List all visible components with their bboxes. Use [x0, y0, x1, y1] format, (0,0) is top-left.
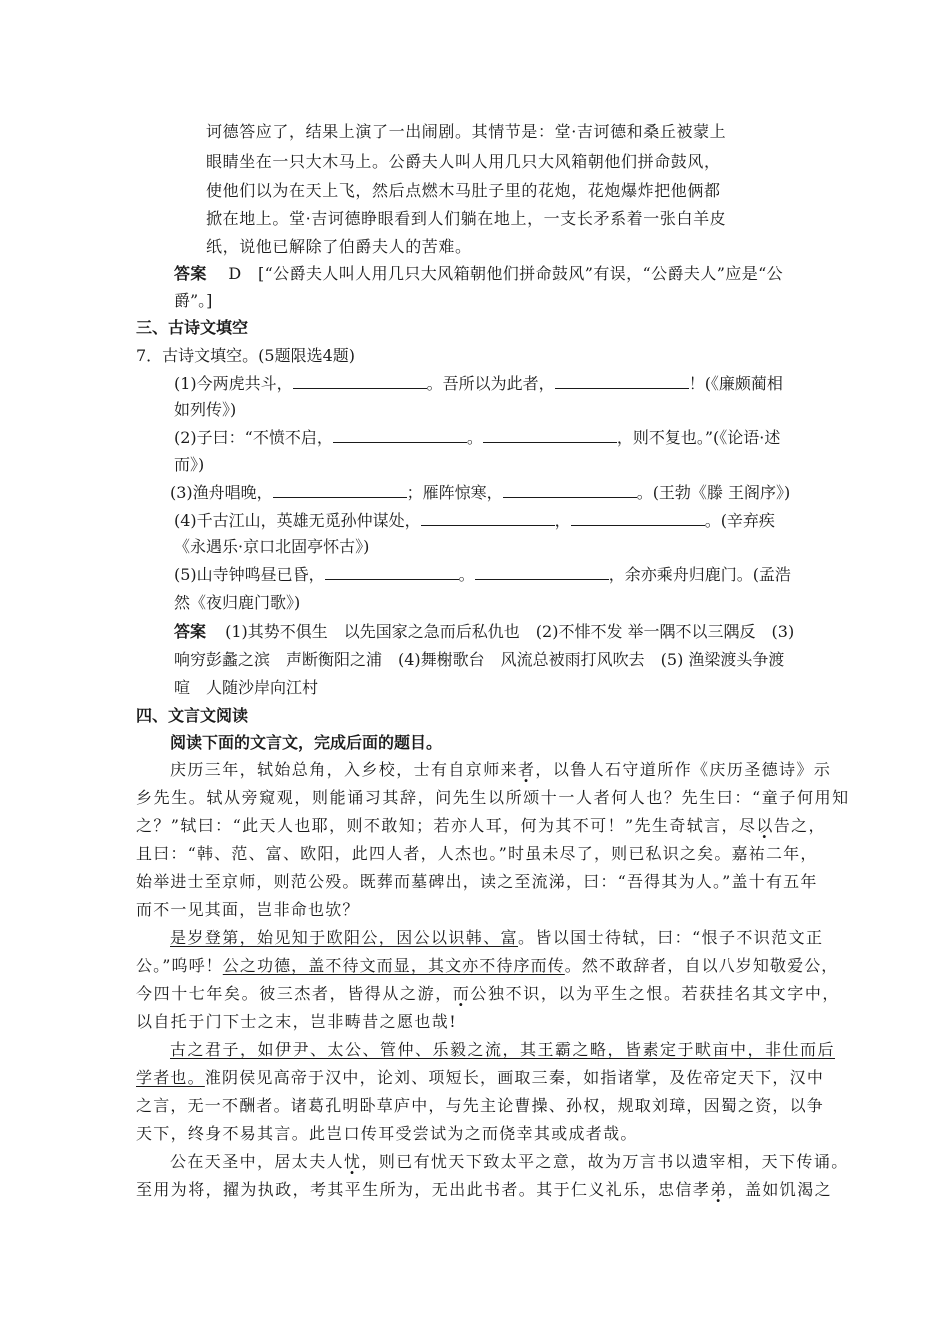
- underlined-sentence: 公之功德，盖不待文而显，其文亦不待序而传: [222, 956, 565, 975]
- fill-item-4-cont: 《永遇乐·京口北固亭怀古》): [174, 537, 370, 556]
- answer-blank[interactable]: [333, 428, 467, 443]
- passage-line: 掀在地上。堂·吉诃德睁眼看到人们躺在地上，一支长矛系着一张白羊皮: [206, 209, 727, 228]
- emphasis-dot-char: 者: [518, 760, 536, 779]
- text-span: 公在天圣中，居太夫人: [170, 1152, 345, 1171]
- text-span: 庆历三年，轼始总角，入乡校，士有自京师来: [170, 760, 519, 779]
- answer-line: [174, 622, 794, 642]
- passage-line: 眼睛坐在一只大木马上。公爵夫人叫人用几只大风箱朝他们拼命鼓风，: [206, 152, 721, 171]
- text-span: 之？”轼曰：“此天人也耶，则不敢知；若亦人耳，何为其不可！”先生奇轼言，尽: [136, 816, 757, 835]
- text-span: 今四十七年矣。彼三杰者，皆得从之游，: [136, 984, 453, 1003]
- classical-text-line: [136, 956, 838, 976]
- underlined-sentence: 古之君子，如伊尹、太公、管仲、乐毅之流，其王霸之略，皆素定于畎亩中，非仕而后: [170, 1040, 836, 1059]
- answer-blank[interactable]: [421, 511, 555, 526]
- passage-line: 纸，说他已解除了伯爵夫人的苦难。: [206, 237, 472, 256]
- emphasis-dot-char: 忧: [344, 1152, 362, 1171]
- fill-item-2-cont: 而》): [174, 455, 205, 474]
- fill-item-1: [174, 374, 783, 394]
- fill-text: ，则不复也。”(《论语·述: [616, 428, 781, 447]
- fill-text: 。: [458, 565, 475, 584]
- fill-text: (3)渔舟唱晚，: [170, 483, 273, 502]
- passage-line: 诃德答应了，结果上演了一出闹剧。其情节是：堂·吉诃德和桑丘被蒙上: [206, 122, 727, 141]
- fill-text: 。: [466, 428, 483, 447]
- text-span: 告之，: [773, 816, 826, 835]
- classical-text-line: 之言，无一不酬者。诸葛孔明卧草庐中，与先主论曹操、孙权，规取刘璋，因蜀之资，以争: [136, 1096, 825, 1115]
- answer-blank[interactable]: [325, 565, 459, 580]
- section-heading: 四、文言文阅读: [136, 706, 249, 725]
- fill-text: (5)山寺钟鸣昼已昏，: [174, 565, 325, 584]
- fill-text: (1)今两虎共斗，: [174, 374, 293, 393]
- answer-blank[interactable]: [273, 483, 407, 498]
- text-span: 公。”呜呼！: [136, 956, 223, 975]
- fill-text: ，: [554, 511, 571, 530]
- classical-text-line: [170, 760, 831, 780]
- text-span: 。然不敢辞者，自以八岁知敬爱公，: [564, 956, 839, 975]
- fill-item-5-cont: 然《夜归鹿门歌》): [174, 593, 301, 612]
- fill-item-2: [174, 428, 780, 448]
- fill-text: (2)子曰：“不愤不启，: [174, 428, 333, 447]
- answer-line: 喧 人随沙岸向江村: [174, 678, 319, 697]
- text-span: 淮阴侯见高帝于汉中，论刘、项短长，画取三秦，如指诸掌，及佐帝定天下，汉中: [204, 1068, 825, 1087]
- classical-text-line: 乡先生。轼从旁窥观，则能诵习其辞，问先生以所颂十一人者何人也？先生曰：“童子何用知: [136, 788, 850, 807]
- fill-text: 。(王勃《滕 王阁序》): [636, 483, 791, 502]
- classical-text-line: [136, 984, 840, 1004]
- answer-label: 答案: [174, 264, 207, 283]
- classical-text-line: [170, 928, 823, 948]
- classical-text-line: [170, 1152, 849, 1172]
- answer-blank[interactable]: [503, 483, 637, 498]
- emphasis-dot-char: 以: [756, 816, 774, 835]
- passage-line: 使他们以为在天上飞，然后点燃木马肚子里的花炮，花炮爆炸把他俩都: [206, 181, 721, 200]
- answer-text: D [“公爵夫人叫人用几只大风箱朝他们拼命鼓风”有误，“公爵夫人”应是“公: [228, 264, 784, 283]
- text-span: 公独不识，以为平生之恨。若获挂名其文字中，: [470, 984, 841, 1003]
- answer-line: [174, 264, 783, 284]
- text-span: ，以鲁人石守道所作《庆历圣德诗》示: [535, 760, 832, 779]
- text-span: 。皆以国士待轼，曰：“恨子不识范文正: [518, 928, 824, 947]
- underlined-sentence: 学者也。: [136, 1068, 205, 1087]
- text-span: 至用为将，擢为执政，考其平生所为，无出此书者。其于仁义礼乐，忠信孝: [136, 1180, 711, 1199]
- fill-text: ！(《廉颇蔺相: [688, 374, 783, 393]
- question-title: 7．古诗文填空。(5题限选4题): [136, 346, 356, 365]
- fill-text: (4)千古江山，英雄无觅孙仲谋处，: [174, 511, 421, 530]
- classical-text-line: 天下，终身不易其言。此岂口传耳受尝试为之而侥幸其或成者哉。: [136, 1124, 638, 1143]
- answer-blank[interactable]: [475, 565, 609, 580]
- answer-line: 响穷彭蠡之滨 声断衡阳之浦 (4)舞榭歌台 风流总被雨打风吹去 (5) 渔梁渡头争渡: [174, 650, 785, 669]
- classical-text-line: 而不一见其面，岂非命也欤？: [136, 900, 360, 919]
- answer-label: 答案: [174, 622, 207, 641]
- answer-blank[interactable]: [555, 374, 689, 389]
- text-span: ，则已有忧天下致太平之意，故为万言书以遗宰相，天下传诵。: [361, 1152, 849, 1171]
- fill-text: ；雁阵惊寒，: [406, 483, 503, 502]
- classical-text-line: [136, 1068, 824, 1088]
- section-heading: 三、古诗文填空: [136, 318, 249, 337]
- underlined-sentence: 是岁登第，始见知于欧阳公，因公以识韩、富: [170, 928, 519, 947]
- fill-text: 。(辛弃疾: [704, 511, 775, 530]
- text-span: ，盖如饥渴之: [727, 1180, 833, 1199]
- classical-text-line: [136, 816, 826, 836]
- answer-text: (1)其势不俱生 以先国家之急而后私仇也 (2)不悱不发 举一隅不以三隅反 (3): [225, 622, 795, 641]
- classical-text-line: 且曰：“韩、范、富、欧阳，此四人者，人杰也。”时虽未尽了，则已私识之矣。嘉祐二年，: [136, 844, 818, 863]
- fill-text: ，余亦乘舟归鹿门。(孟浩: [608, 565, 791, 584]
- emphasis-dot-char: 弟: [710, 1180, 728, 1199]
- answer-blank[interactable]: [293, 374, 427, 389]
- fill-text: 。吾所以为此者，: [426, 374, 555, 393]
- emphasis-dot-char: 而: [452, 984, 471, 1003]
- fill-item-4: [174, 511, 775, 531]
- answer-line: 爵”。]: [174, 291, 213, 310]
- fill-item-5: [174, 565, 791, 585]
- classical-text-line: 始举进士至京师，则范公殁。既葬而墓碑出，读之至流涕，曰：“吾得其为人。”盖十有五年: [136, 872, 818, 891]
- fill-item-3: [170, 483, 790, 503]
- answer-blank[interactable]: [483, 428, 617, 443]
- reading-instruction: 阅读下面的文言文，完成后面的题目。: [170, 733, 443, 752]
- classical-text-line: 以自托于门下士之末，岂非畴昔之愿也哉!: [136, 1012, 458, 1031]
- fill-item-1-cont: 如列传》): [174, 400, 237, 419]
- classical-text-line: [136, 1180, 832, 1200]
- answer-blank[interactable]: [571, 511, 705, 526]
